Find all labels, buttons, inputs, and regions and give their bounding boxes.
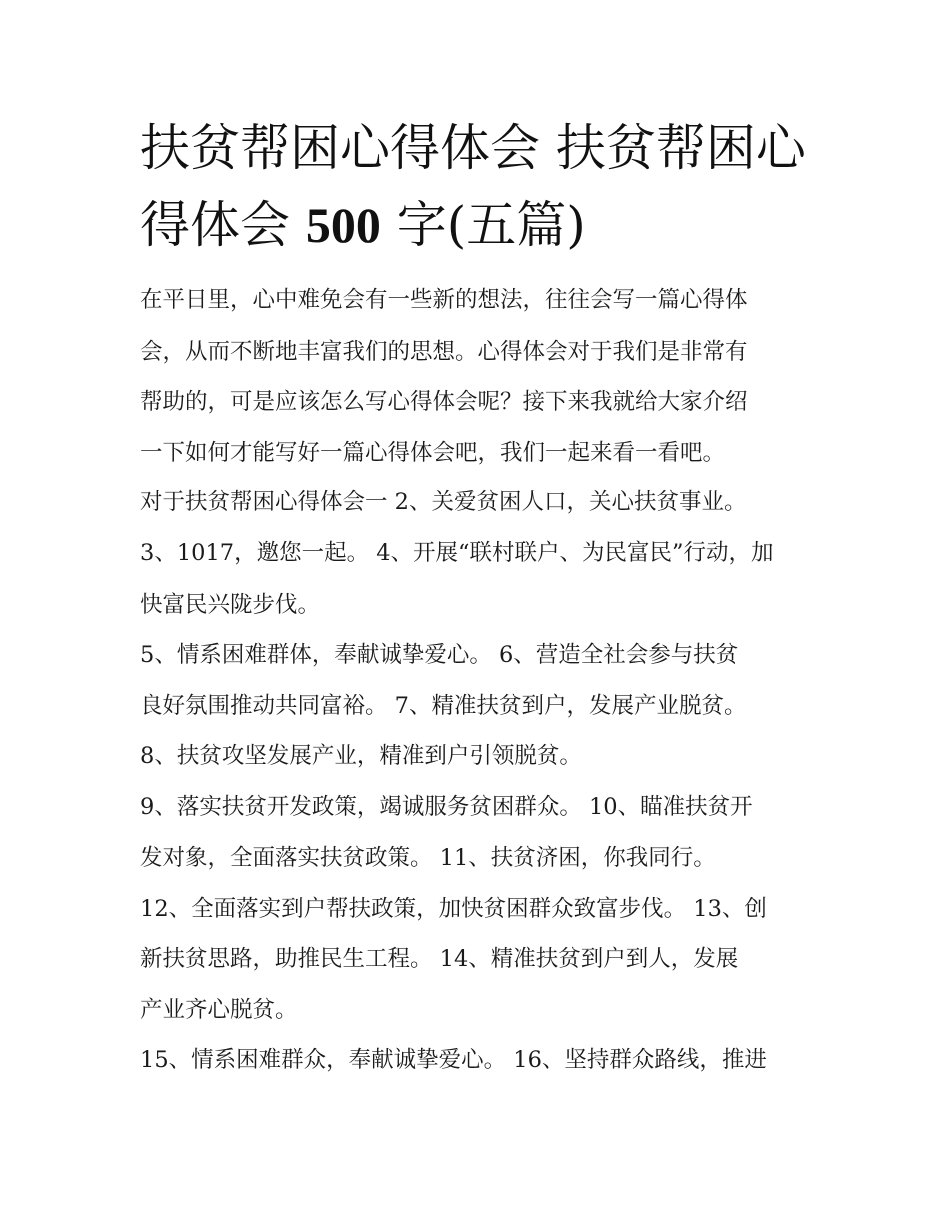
body-line-11: 9、落实扶贫开发政策，竭诚服务贫困群众。 10、瞄准扶贫开 — [140, 794, 753, 820]
title-line-1: 扶贫帮困心得体会 扶贫帮困心 — [140, 119, 806, 177]
body-line-7: 快富民兴陇步伐。 — [140, 592, 321, 618]
body-line-4: 一下如何才能写好一篇心得体会吧，我们一起来看一看吧。 — [140, 440, 726, 466]
title-line-2-prefix: 得体会 — [140, 196, 306, 254]
body-line-14: 新扶贫思路，助推民生工程。 14、精准扶贫到户到人，发展 — [140, 946, 739, 972]
document-title — [140, 110, 830, 264]
body-line-8: 5、情系困难群体，奉献诚挚爱心。 6、营造全社会参与扶贫 — [140, 642, 739, 668]
body-line-2: 会，从而不断地丰富我们的思想。心得体会对于我们是非常有 — [140, 339, 748, 365]
body-line-3: 帮助的，可是应该怎么写心得体会呢？接下来我就给大家介绍 — [140, 389, 748, 415]
title-line-2 — [140, 187, 830, 264]
title-line-2-suffix: 字(五篇) — [380, 196, 586, 254]
body-line-16: 15、情系困难群众，奉献诚挚爱心。 16、坚持群众路线，推进 — [140, 1047, 767, 1073]
body-line-13: 12、全面落实到户帮扶政策，加快贫困群众致富步伐。 13、创 — [140, 896, 767, 922]
body-line-12: 发对象，全面落实扶贫政策。 11、扶贫济困，你我同行。 — [140, 845, 716, 871]
body-line-5: 对于扶贫帮困心得体会一 2、关爱贫困人口，关心扶贫事业。 — [140, 489, 747, 515]
title-number: 500 — [305, 197, 381, 253]
body-line-1: 在平日里，心中难免会有一些新的想法，往往会写一篇心得体 — [140, 287, 748, 313]
body-line-10: 8、扶贫攻坚发展产业，精准到户引领脱贫。 — [140, 743, 582, 769]
body-line-9: 良好氛围推动共同富裕。 7、精准扶贫到户，发展产业脱贫。 — [140, 693, 747, 719]
body-line-6: 3、1017，邀您一起。 4、开展“联村联户、为民富民”行动，加 — [140, 540, 774, 566]
body-line-15: 产业齐心脱贫。 — [140, 997, 298, 1023]
